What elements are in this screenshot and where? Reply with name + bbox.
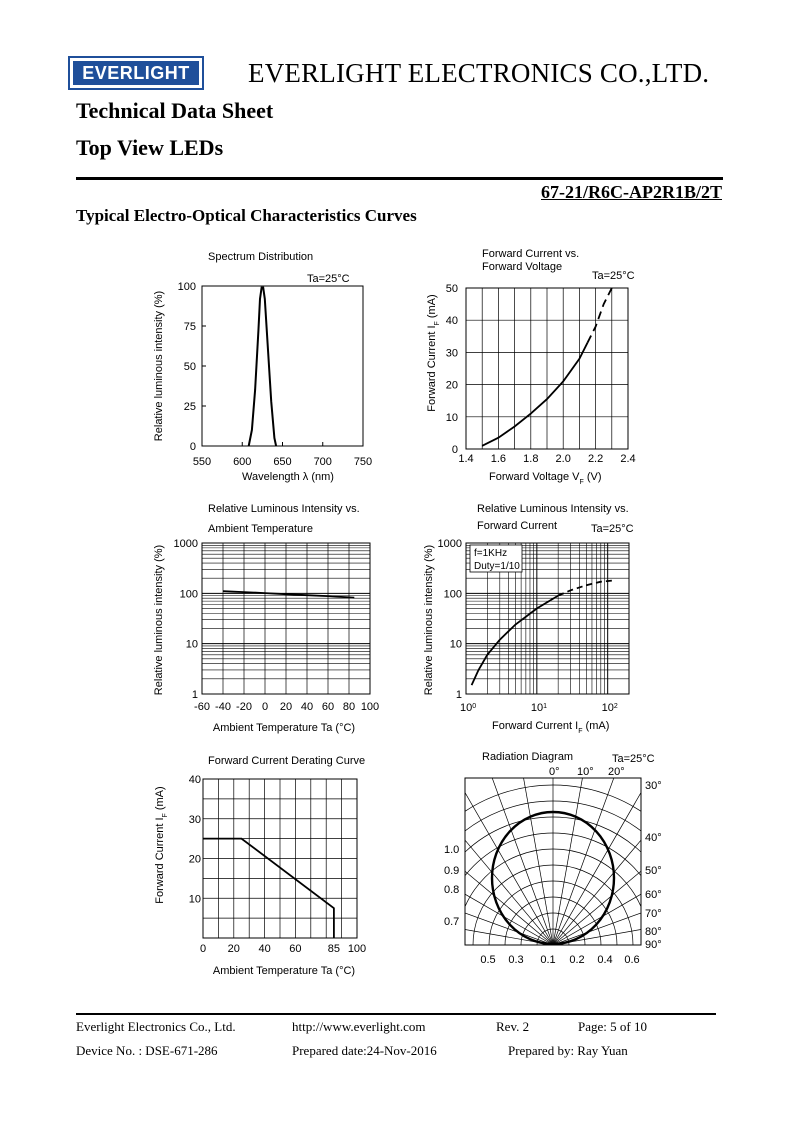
ivif-xlabel [492,720,609,735]
ifvf-curve-dashed [588,288,612,343]
derating-ylabel-text [154,786,169,903]
derating-ytick-label: 10 [188,893,201,906]
radiation-angle-top: 0° [549,766,560,778]
ifvf-ytick-label: 40 [445,315,458,328]
derating-xtick-label: 0 [199,943,207,955]
footer-url: http://www.everlight.com [292,1019,426,1034]
ifvf-title-line2: Forward Voltage [482,261,563,273]
ifvf-ylabel-part: Forward Current I [426,325,438,412]
derating-xtick-label: 60 [289,943,302,955]
radiation-spoke [553,900,794,945]
ifvf-xtick-label: 2.0 [555,453,571,465]
spectrum-ylabel [153,291,165,441]
ivta-xtick-label: 40 [300,701,314,713]
ivta-ylabel [153,545,165,695]
derating-ylabel-part: Forward Current I [154,817,166,904]
radiation-bottom-label: 0.1 [540,954,556,966]
radiation-angle-right: 50° [645,865,662,877]
ifvf-ylabel-text [426,294,441,411]
ivta-ylabel-text: Relative luminous intensity (%) [153,544,165,696]
radiation-angle-right: 30° [645,780,662,792]
spectrum-title: Spectrum Distribution [208,251,314,263]
ifvf-xlabel-part: F [579,478,584,486]
document-title: Technical Data Sheet [76,98,274,123]
ivta-xtick-label: -60 [194,701,210,713]
radiation-radial-label: 1.0 [444,844,460,856]
radiation-bottom-label: 0.3 [508,954,524,966]
derating-xtick-label: 85 [327,943,341,955]
derating-xlabel: Ambient Temperature Ta (°C) [212,965,356,977]
radiation-angle-top: 20° [608,766,625,778]
radiation-radial-label: 0.8 [444,884,460,896]
ivif-xtick-label-part: 2 [613,702,618,710]
ivta-ytick-label: 1000 [173,538,198,550]
derating-xtick-label: 100 [347,943,367,955]
ivif-xtick-label [602,702,618,714]
radiation-bottom-label: 0.4 [597,954,613,966]
radiation-angle-right: 80° [645,926,662,938]
derating-ytick-label: 20 [188,853,201,866]
footer-prepared-date: Prepared date:24-Nov-2016 [292,1043,437,1058]
radiation-title: Radiation Diagram [482,751,574,763]
ifvf-ytick-label: 50 [445,283,458,295]
ifvf-curve [482,343,587,446]
ivta-xtick-label: -20 [236,701,252,713]
ifvf-ytick-label: 10 [445,411,458,424]
ifvf-ylabel-part: F [433,321,441,326]
radiation-angle-right: 70° [645,908,662,920]
ifvf-xlabel [489,471,602,486]
ivif-ylabel [423,545,435,695]
ivif-xtick-label-part: 1 [543,702,547,710]
spectrum-ylabel-text: Relative luminous intensity (%) [153,290,165,442]
footer-company: Everlight Electronics Co., Ltd. [76,1019,236,1034]
ivif-ylabel-text: Relative luminous intensity (%) [423,544,435,696]
derating-ytick-label: 40 [188,774,201,786]
radiation-angle-top: 10° [577,766,594,778]
ivif-xtick-label [460,702,476,714]
radiation-spoke [328,815,553,945]
footer-prepared-by: Prepared by: Ray Yuan [508,1043,628,1058]
derating-title: Forward Current Derating Curve [208,755,366,767]
footer-device: Device No. : DSE-671-286 [76,1043,218,1058]
radiation-spoke [386,746,553,945]
derating-ylabel-part: (mA) [154,786,166,814]
ivta-xtick-label: -40 [215,701,231,713]
ivta-xlabel: Ambient Temperature Ta (°C) [212,722,356,734]
spectrum-xtick-label: 750 [353,456,373,468]
ivta-title-line2: Ambient Temperature [208,523,313,535]
ifvf-xtick-label: 1.6 [490,453,507,465]
spectrum-xtick-label: 550 [192,456,212,468]
derating-xtick-label: 20 [227,943,240,955]
ivif-legend-line2: Duty=1/10 [474,561,520,572]
ivta-title-line1: Relative Luminous Intensity vs. [208,503,360,515]
ivta-xtick-label: 80 [342,701,356,713]
ivif-xlabel-part: F [578,727,583,735]
spectrum-ytick-label: 75 [183,321,196,333]
spectrum-ytick-label: 100 [177,281,196,293]
logo-text: EVERLIGHT [73,61,199,85]
ivta-xtick-label: 60 [321,701,335,713]
ivif-title-line1: Relative Luminous Intensity vs. [477,503,629,515]
footer-page: Page: 5 of 10 [578,1019,647,1034]
ivif-curve [472,596,559,686]
ifvf-xtick-label: 2.2 [587,453,604,465]
derating-ytick-label: 30 [188,813,201,826]
spectrum-curve [249,288,276,446]
ivif-xlabel-part: (mA) [582,720,610,732]
derating-ylabel-part: F [161,813,169,818]
spectrum-ytick-label: 25 [183,401,196,413]
ivta-ytick-label: 10 [185,638,198,651]
ivif-xtick-label-part: 0 [472,702,477,710]
radiation-bottom-label: 0.5 [480,954,496,966]
ivif-ytick-label: 10 [449,638,462,651]
footer-divider [76,1013,716,1015]
ivta-xtick-label: 100 [360,701,380,713]
radiation-spoke [553,815,778,945]
ivif-ytick-label: 1000 [437,538,462,550]
spectrum-ytick-label: 0 [189,441,196,453]
section-title: Typical Electro-Optical Characteristics Curves [76,206,417,225]
ivif-xtick-label-part: 10 [530,702,544,714]
ifvf-xtick-label: 2.4 [620,453,636,465]
spectrum-frame [202,286,363,446]
spectrum-annotation: Ta=25°C [307,273,350,285]
spectrum-xtick-label: 650 [273,456,292,468]
ifvf-xlabel-part: (V) [583,471,602,483]
radiation-angle-right: 40° [645,832,662,844]
radiation-radial-label: 0.9 [444,865,460,877]
document-subtitle: Top View LEDs [76,135,224,160]
part-number: 67-21/R6C-AP2R1B/2T [541,182,722,202]
ivta-ytick-label: 1 [191,689,198,701]
derating-ylabel [154,786,169,903]
ivif-ytick-label: 1 [455,689,462,701]
company-name: EVERLIGHT ELECTRONICS CO.,LTD. [248,58,710,88]
ivif-legend-line1: f=1KHz [474,548,508,559]
radiation-annotation: Ta=25°C [612,753,655,765]
spectrum-xtick-label: 600 [233,456,252,468]
radiation-grid [293,685,794,1000]
radiation-angle-right: 60° [645,889,662,901]
footer-rev: Rev. 2 [496,1019,530,1034]
ivif-xtick-label-part: 10 [460,702,473,714]
spectrum-xtick-label: 700 [313,456,332,468]
radiation-angle-right: 90° [645,939,662,951]
ivif-xtick-label [531,702,547,714]
ivta-xtick-label: 0 [261,701,269,713]
ivif-annotation: Ta=25°C [591,523,634,535]
ivif-xlabel-part: Forward Current I [492,720,579,732]
radiation-bottom-label: 0.6 [624,954,640,966]
spectrum-xlabel: Wavelength λ (nm) [242,471,334,483]
ifvf-ytick-label: 20 [445,379,458,392]
derating-curve [203,839,334,938]
ifvf-title-line1: Forward Current vs. [482,248,580,260]
ifvf-annotation: Ta=25°C [592,270,635,282]
ivif-ytick-label: 100 [443,588,462,601]
ifvf-ylabel [426,294,441,411]
radiation-bottom-label: 0.2 [569,954,585,966]
radiation-radial-label: 0.7 [444,916,460,928]
derating-xtick-label: 40 [258,943,271,955]
spectrum-ytick-label: 50 [183,361,196,373]
ifvf-xtick-label: 1.8 [523,453,539,465]
ifvf-xtick-label: 1.4 [458,453,474,465]
ivta-ytick-label: 100 [179,588,198,601]
ifvf-ytick-label: 0 [451,444,458,456]
ivif-title-line2: Forward Current [477,520,558,532]
ifvf-ytick-label: 30 [445,347,458,360]
ivta-xtick-label: 20 [279,701,293,713]
ifvf-ylabel-part: (mA) [426,294,438,322]
ivif-xtick-label-part: 10 [601,702,614,714]
ivta-curve [223,591,354,598]
ifvf-xlabel-part: Forward Voltage V [489,471,580,483]
